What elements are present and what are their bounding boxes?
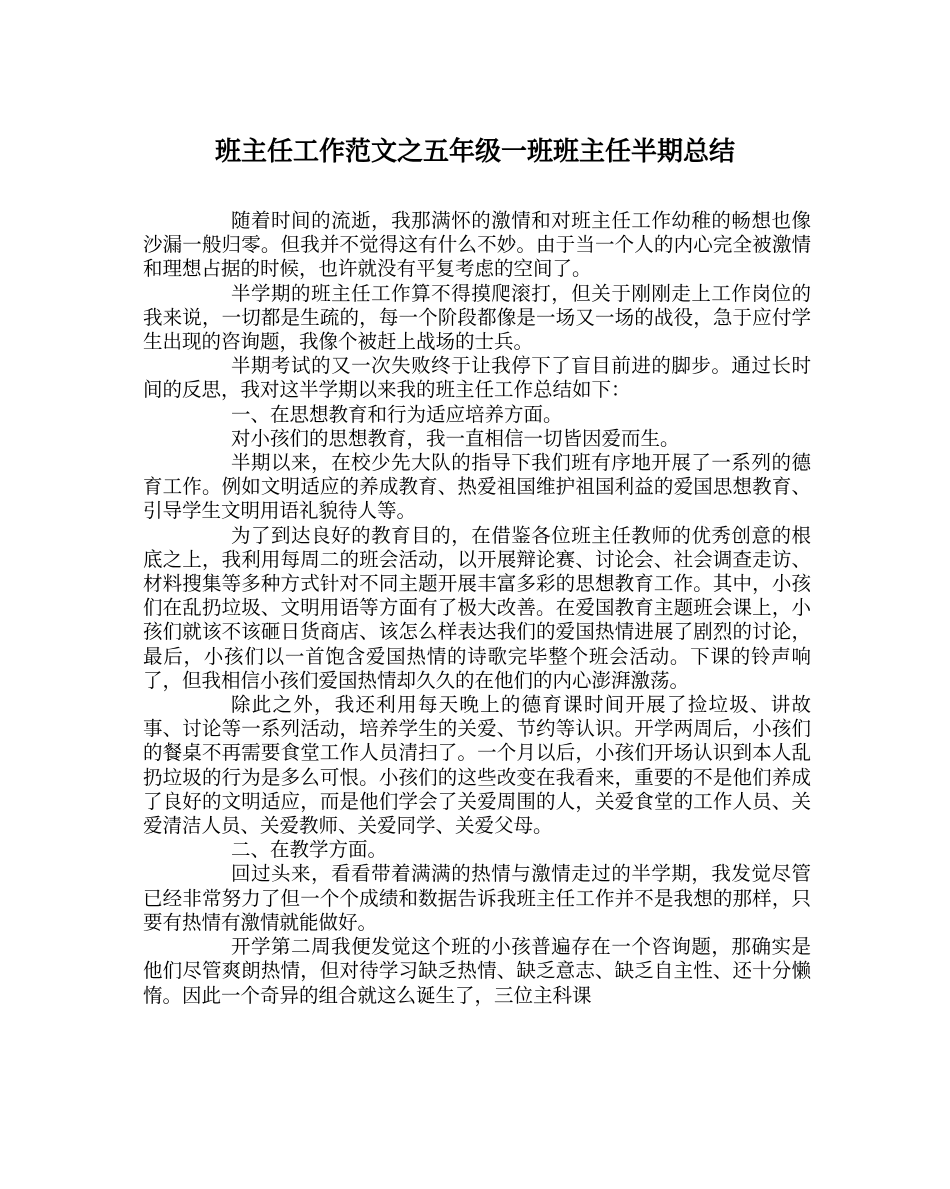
document-body xyxy=(143,209,811,1008)
document-title: 班主任工作范文之五年级一班班主任半期总结 xyxy=(214,137,735,167)
paragraph: 回过头来，看看带着满满的热情与激情走过的半学期，我发觉尽管已经非常努力了但一个个成绩和数据告诉我班主任工作并不是我想的那样，只要有热情有激情就能做好。 xyxy=(143,862,811,934)
section-heading: 二、在教学方面。 xyxy=(231,838,388,862)
section-heading: 一、在思想教育和行为适应培养方面。 xyxy=(231,402,563,426)
paragraph: 半期以来，在校少先大队的指导下我们班有序地开展了一系列的德育工作。例如文明适应的养成教育、热爱祖国维护祖国利益的爱国思想教育、引导学生文明用语礼貌待人等。 xyxy=(143,451,811,523)
paragraph: 随着时间的流逝，我那满怀的激情和对班主任工作幼稚的畅想也像沙漏一般归零。但我并不觉得这有什么不妙。由于当一个人的内心完全被激情和理想占据的时候，也许就没有平复考虑的空间了。 xyxy=(143,209,811,281)
paragraph: 为了到达良好的教育目的，在借鉴各位班主任教师的优秀创意的根底之上，我利用每周二的班会活动，以开展辩论赛、讨论会、社会调查走访、材料搜集等多种方式针对不同主题开展丰富多彩的思想教育工作。其中，小孩们在乱扔垃圾、文明用语等方面有了极大改善。在爱国教育主题班会课上，小孩们就该不该砸日货商店、该怎么样表达我们的爱国热情进展了剧烈的讨论，最后，小孩们以一首饱含爱国热情的诗歌完毕整个班会活动。下课的铃声响了，但我相信小孩们爱国热情却久久的在他们的内心澎湃激荡。 xyxy=(143,523,811,692)
paragraph: 对小孩们的思想教育，我一直相信一切皆因爱而生。 xyxy=(231,426,680,450)
paragraph: 开学第二周我便发觉这个班的小孩普遍存在一个咨询题，那确实是他们尽管爽朗热情，但对待学习缺乏热情、缺乏意志、缺乏自主性、还十分懒惰。因此一个奇异的组合就这么诞生了，三位主科课 xyxy=(143,935,811,1007)
paragraph: 半期考试的又一次失败终于让我停下了盲目前进的脚步。通过长时间的反思，我对这半学期以来我的班主任工作总结如下： xyxy=(143,354,811,402)
paragraph: 除此之外，我还利用每天晚上的德育课时间开展了捡垃圾、讲故事、讨论等一系列活动，培养学生的关爱、节约等认识。开学两周后，小孩们的餐桌不再需要食堂工作人员清扫了。一个月以后，小孩们开场认识到本人乱扔垃圾的行为是多么可恨。小孩们的这些改变在我看来，重要的不是他们养成了良好的文明适应，而是他们学会了关爱周围的人，关爱食堂的工作人员、关爱清洁人员、关爱教师、关爱同学、关爱父母。 xyxy=(143,693,811,838)
paragraph: 半学期的班主任工作算不得摸爬滚打，但关于刚刚走上工作岗位的我来说，一切都是生疏的，每一个阶段都像是一场又一场的战役，急于应付学生出现的咨询题，我像个被赶上战场的士兵。 xyxy=(143,281,811,354)
